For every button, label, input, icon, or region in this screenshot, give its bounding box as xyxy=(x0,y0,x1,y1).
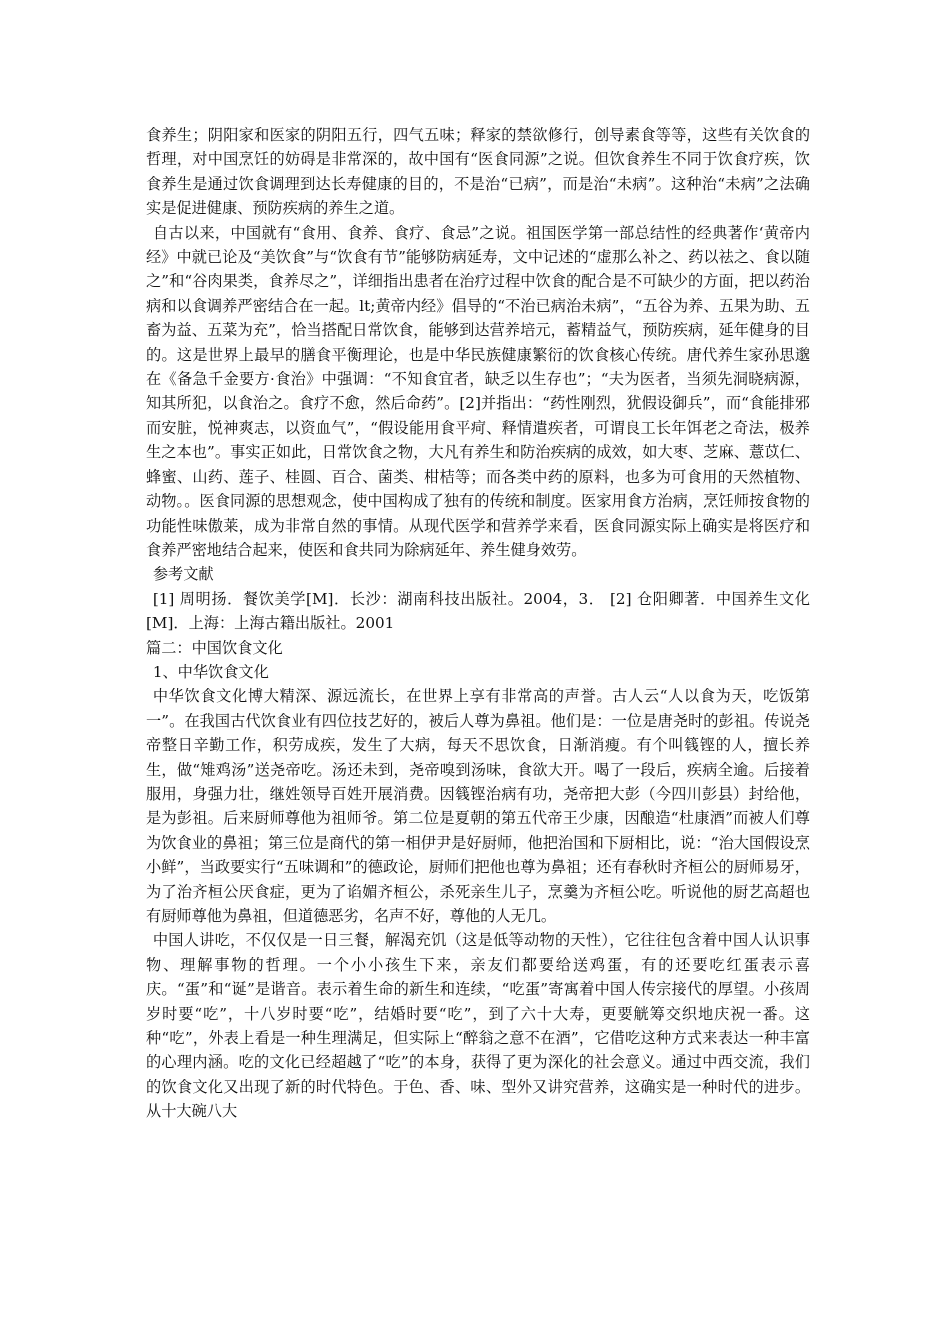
references-list: [1] 周明扬．餐饮美学[M]．长沙：湖南科技出版社。2004，3． [2] 仓阳卿著．中国养生文化[M]．上海：上海古籍出版社。2001 xyxy=(146,589,810,633)
subsection-title-chinese-food-culture: 1、中华饮食文化 xyxy=(152,662,269,681)
paragraph-eating-meaning: 中国人讲吃，不仅仅是一日三餐，解渴充饥（这是低等动物的天性），它往往包含着中国人认识事物、理解事物的哲理。一个小小孩生下来，亲友们都要给送鸡蛋，有的还要吃红蛋表示喜庆。“蛋”和“诞”是谐音。表示着生命的新生和连续，“吃蛋”寄寓着中国人传宗接代的厚望。小孩周岁时要“吃”，十八岁时要“吃”，结婚时要“吃”，到了六十大寿，更要觥筹交织地庆祝一番。这种“吃”，外表上看是一种生理满足，但实际上“醉翁之意不在酒”，它借吃这种方式来表达一种丰富的心理内涵。吃的文化已经超越了“吃”的本身，获得了更为深化的社会意义。通过中西交流，我们的饮食文化又出现了新的时代特色。于色、香、味、型外又讲究营养，这确实是一种时代的进步。从十大碗八大 xyxy=(146,931,810,1121)
paragraph-medicine-food-origin: 自古以来，中国就有“食用、食养、食疗、食忌”之说。祖国医学第一部总结性的经典著作‘黄帝内经》中就已论及“美饮食”与“饮食有节”能够防病延寿，文中记述的“虚那么补之、药以祛之、食以随之”和“谷肉果类，食养尽之”，详细指出患者在治疗过程中饮食的配合是不可缺少的方面，把以药治病和以食调养严密结合在一起。lt;黄帝内经》倡导的“不治已病治未病”，“五谷为养、五果为助、五畜为益、五菜为充”，恰当搭配日常饮食，能够到达营养培元，蓄精益气，预防疾病，延年健身的目的。这是世界上最早的膳食平衡理论，也是中华民族健康繁衍的饮食核心传统。唐代养生家孙思邈在《备急千金要方·食治》中强调：“不知食宜者，缺乏以生存也”；“夫为医者，当须先洞晓病源，知其所犯，以食治之。食疗不愈，然后命药”。[2]并指出：“药性刚烈，犹假设御兵”，而“食能排邪而安脏，悦神爽志，以资血气”，“假设能用食平疴、释情遣疾者，可谓良工长年饵老之奇法，极养生之本也”。事实正如此，日常饮食之物，大凡有养生和防治疾病的成效，如大枣、芝麻、薏苡仁、蜂蜜、山药、莲子、桂圆、百合、菌类、柑桔等；而各类中药的原料，也多为可食用的天然植物、动物。。医食同源的思想观念，使中国构成了独有的传统和制度。医家用食方治病，烹饪师按食物的功能性味傲莱，成为非常自然的事情。从现代医学和营养学来看，医食同源实际上确实是将医疗和食养严密地结合起来，使医和食共同为除病延年、养生健身效劳。 xyxy=(146,223,810,559)
document-body xyxy=(146,123,810,1124)
references-heading: 参考文献 xyxy=(152,565,214,584)
section-title-chapter-two: 篇二：中国饮食文化 xyxy=(146,638,283,657)
paragraph-food-ancestors: 中华饮食文化博大精深、源远流长，在世界上享有非常高的声誉。古人云“人以食为天，吃饭第一”。在我国古代饮食业有四位技艺好的，被后人尊为鼻祖。他们是：一位是唐尧时的彭祖。传说尧帝整日辛勤工作，积劳成疾，发生了大病，每天不思饮食，日渐消瘦。有个叫篯铿的人，擅长养生，做“雉鸡汤”送尧帝吃。汤还未到，尧帝嗅到汤味，食欲大开。喝了一段后，疾病全逾。后接着服用，身强力壮，继姓领导百姓开展消费。因篯铿治病有功，尧帝把大彭（今四川彭县）封给他，是为彭祖。后来厨师尊他为祖师爷。第二位是夏朝的第五代帝王少康，因酿造“杜康酒”而被人们尊为饮食业的鼻祖；第三位是商代的第一相伊尹是好厨师，他把治国和下厨相比，说：“治大国假设烹小鲜”，当政要实行“五味调和”的德政论，厨师们把他也尊为鼻祖；还有春秋时齐桓公的厨师易牙，为了治齐桓公厌食症，更为了谄媚齐桓公，杀死亲生儿子，烹羹为齐桓公吃。听说他的厨艺高超也有厨师尊他为鼻祖，但道德恶劣，名声不好，尊他的人无几。 xyxy=(146,687,810,925)
paragraph-food-health-philosophy: 食养生；阴阳家和医家的阴阳五行，四气五味；释家的禁欲修行，创导素食等等，这些有关饮食的哲理，对中国烹饪的妨碍是非常深的，故中国有“医食同源”之说。但饮食养生不同于饮食疗疾，饮食养生是通过饮食调理到达长寿健康的目的，不是治“已病”，而是治“未病”。这种治“未病”之法确实是促进健康、预防疾病的养生之道。 xyxy=(146,126,810,218)
